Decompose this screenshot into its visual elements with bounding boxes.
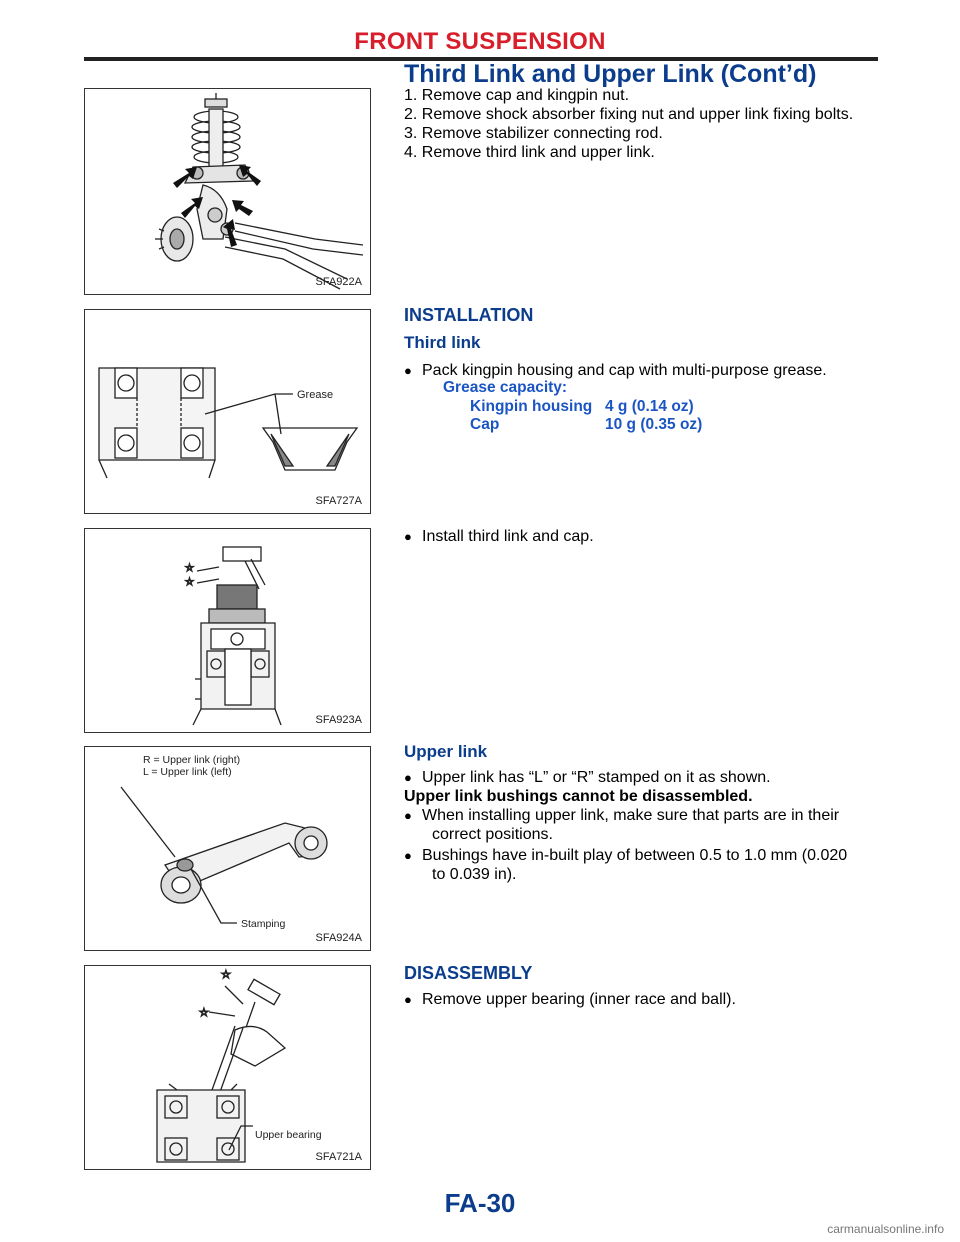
install-third-link-illustration (85, 529, 370, 732)
removal-steps (404, 86, 853, 162)
figure-id: SFA924A (315, 932, 362, 944)
upper-link-heading: Upper link (404, 742, 488, 761)
upper-link-bullet-1: ● Upper link has “L” or “R” stamped on it as shown. (404, 769, 771, 786)
disassembly-heading: DISASSEMBLY (404, 963, 533, 983)
figure-sfa924a (84, 746, 371, 951)
section-title: Third Link and Upper Link (Cont’d) (404, 60, 817, 88)
removal-step-2: 2. Remove shock absorber fixing nut and upper link fixing bolts. (404, 106, 854, 123)
chapter-title: FRONT SUSPENSION (354, 28, 606, 55)
bullet-icon: ● (404, 808, 412, 823)
installation-heading: INSTALLATION (404, 305, 534, 325)
figure-sfa923a (84, 528, 371, 733)
watermark: carmanualsonline.info (827, 1222, 944, 1236)
label-upper-bearing: Upper bearing (255, 1129, 322, 1141)
bullet-icon: ● (404, 363, 412, 378)
upper-link-bullet-2-cont: correct positions. (432, 826, 553, 843)
grease-row-amount-2: 10 g (0.35 oz) (605, 416, 703, 433)
svg-text:☆: ☆ (185, 563, 194, 574)
upper-link-bullet-3: ● Bushings have in-built play of between 0.5 to 1.0 mm (0.020 (404, 847, 848, 864)
label-upper-link-left: L = Upper link (left) (143, 766, 232, 778)
upper-link-note: Upper link bushings cannot be disassembled. (404, 788, 753, 805)
remove-upper-bearing-illustration (85, 966, 370, 1169)
svg-text:☆: ☆ (221, 969, 231, 981)
figure-sfa727a (84, 309, 371, 514)
bullet-icon: ● (404, 529, 412, 544)
figure-id: SFA727A (315, 495, 362, 507)
page-number: FA-30 (444, 1188, 516, 1218)
figure-sfa922a (84, 88, 371, 295)
figure-id: SFA721A (315, 1151, 362, 1163)
third-link-heading: Third link (404, 333, 481, 352)
label-stamping: Stamping (241, 918, 286, 930)
third-link-bullet-2: ● Install third link and cap. (404, 528, 594, 545)
bullet-icon: ● (404, 848, 412, 863)
kingpin-housing-grease-illustration (85, 310, 370, 513)
svg-text:☆: ☆ (199, 1007, 209, 1019)
bullet-icon: ● (404, 992, 412, 1007)
figure-id: SFA922A (315, 276, 362, 288)
disassembly-bullet-1: ● Remove upper bearing (inner race and ball). (404, 991, 736, 1008)
strut-assembly-illustration (85, 89, 370, 294)
grease-capacity-label: Grease capacity: (443, 379, 568, 396)
grease-row-part-1: Kingpin housing (470, 398, 593, 415)
figure-sfa721a (84, 965, 371, 1170)
removal-step-4: 4. Remove third link and upper link. (404, 144, 655, 161)
figure-id: SFA923A (315, 714, 362, 726)
upper-link-illustration (85, 747, 370, 950)
svg-text:☆: ☆ (185, 577, 194, 588)
upper-link-bullet-3-cont: to 0.039 in). (432, 866, 517, 883)
grease-row-amount-1: 4 g (0.14 oz) (605, 398, 694, 415)
grease-row-part-2: Cap (470, 416, 500, 433)
label-upper-link-right: R = Upper link (right) (143, 754, 241, 766)
upper-link-bullet-2: ● When installing upper link, make sure that parts are in their (404, 807, 840, 824)
bullet-icon: ● (404, 770, 412, 785)
third-link-bullet-1: ● Pack kingpin housing and cap with multi-purpose grease. (404, 362, 827, 379)
removal-step-3: 3. Remove stabilizer connecting rod. (404, 125, 663, 142)
removal-step-1: 1. Remove cap and kingpin nut. (404, 87, 630, 104)
grease-label: Grease (297, 389, 334, 401)
